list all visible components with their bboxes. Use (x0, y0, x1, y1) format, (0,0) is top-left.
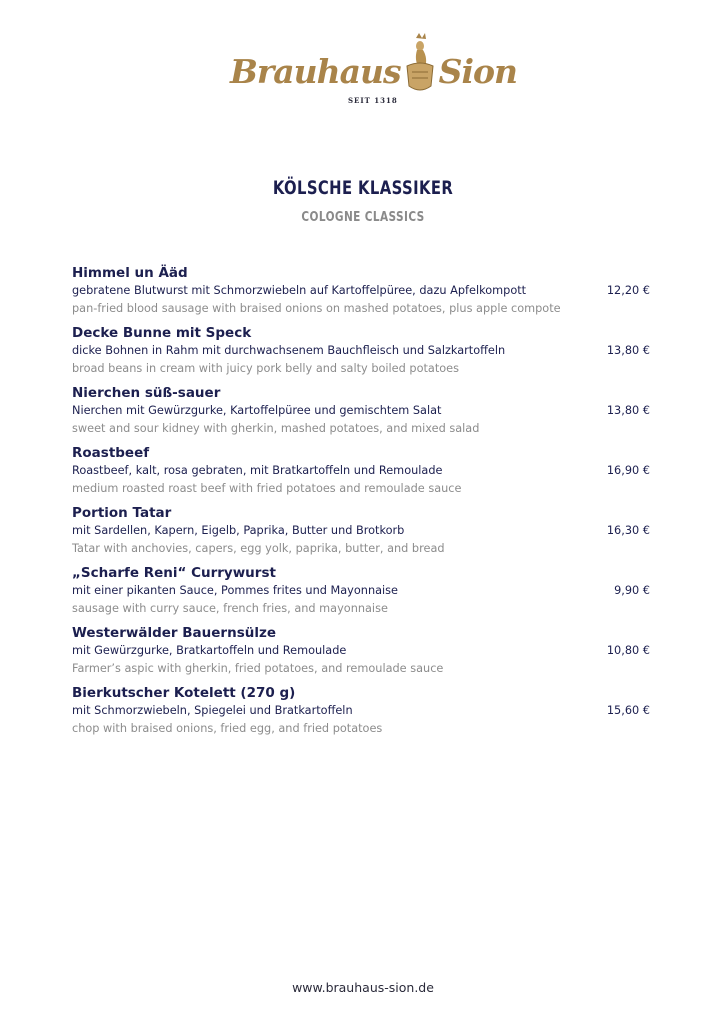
item-name: Portion Tatar (72, 505, 172, 521)
menu-item (72, 324, 652, 377)
item-description-en: medium roasted roast beef with fried potatoes and remoulade sauce (72, 481, 462, 495)
website-link[interactable]: www.brauhaus-sion.de (292, 980, 434, 995)
item-name: „Scharfe Reni“ Currywurst (72, 565, 276, 581)
item-description-de: mit Sardellen, Kapern, Eigelb, Paprika, Butter und Brotkorb (72, 524, 405, 537)
item-description-de: gebratene Blutwurst mit Schmorzwiebeln auf Kartoffelpüree, dazu Apfelkompott (72, 284, 527, 297)
logo-wordmark: Brauhaus Sion (230, 52, 517, 91)
menu-list (72, 264, 652, 744)
item-description-en: pan-fried blood sausage with braised onions on mashed potatoes, plus apple compote (72, 301, 561, 315)
item-name: Bierkutscher Kotelett (270 g) (72, 685, 296, 701)
item-description-de: dicke Bohnen in Rahm mit durchwachsenem Bauchfleisch und Salzkartoffeln (72, 344, 506, 357)
item-description-en: Farmer’s aspic with gherkin, fried potatoes, and remoulade sauce (72, 661, 444, 675)
item-description-de: Roastbeef, kalt, rosa gebraten, mit Bratkartoffeln und Remoulade (72, 464, 443, 477)
item-name: Nierchen süß-sauer (72, 385, 221, 401)
item-name: Roastbeef (72, 445, 150, 461)
menu-item (72, 504, 652, 557)
item-description-en: sausage with curry sauce, french fries, and mayonnaise (72, 601, 388, 615)
item-description-de: Nierchen mit Gewürzgurke, Kartoffelpüree und gemischtem Salat (72, 404, 442, 417)
item-description-en: broad beans in cream with juicy pork belly and salty boiled potatoes (72, 361, 460, 375)
item-price: 13,80 € (606, 344, 650, 357)
item-description-de: mit Gewürzgurke, Bratkartoffeln und Remoulade (72, 644, 347, 657)
menu-item (72, 624, 652, 677)
item-name: Himmel un Ääd (72, 265, 188, 281)
item-description-de: mit einer pikanten Sauce, Pommes frites und Mayonnaise (72, 584, 398, 597)
item-price: 16,90 € (606, 464, 650, 477)
item-description-de: mit Schmorzwiebeln, Spiegelei und Bratkartoffeln (72, 704, 353, 717)
item-price: 16,30 € (606, 524, 650, 537)
stag-crest-icon (402, 32, 438, 102)
item-description-en: chop with braised onions, fried egg, and fried potatoes (72, 721, 383, 735)
item-description-en: sweet and sour kidney with gherkin, mashed potatoes, and mixed salad (72, 421, 480, 435)
item-name: Decke Bunne mit Speck (72, 325, 252, 341)
item-price: 12,20 € (606, 284, 650, 297)
menu-item (72, 264, 652, 317)
section-title: KÖLSCHE KLASSIKER (272, 177, 454, 199)
logo-tagline: SEIT 1318 (348, 96, 398, 105)
menu-item (72, 564, 652, 617)
item-price: 9,90 € (614, 584, 650, 597)
item-price: 13,80 € (606, 404, 650, 417)
menu-item (72, 384, 652, 437)
section-subtitle: COLOGNE CLASSICS (301, 209, 425, 225)
item-price: 15,60 € (606, 704, 650, 717)
menu-item (72, 444, 652, 497)
menu-item (72, 684, 652, 737)
item-description-en: Tatar with anchovies, capers, egg yolk, paprika, butter, and bread (72, 541, 445, 555)
item-price: 10,80 € (606, 644, 650, 657)
brand-logo (230, 30, 520, 110)
item-name: Westerwälder Bauernsülze (72, 625, 276, 641)
